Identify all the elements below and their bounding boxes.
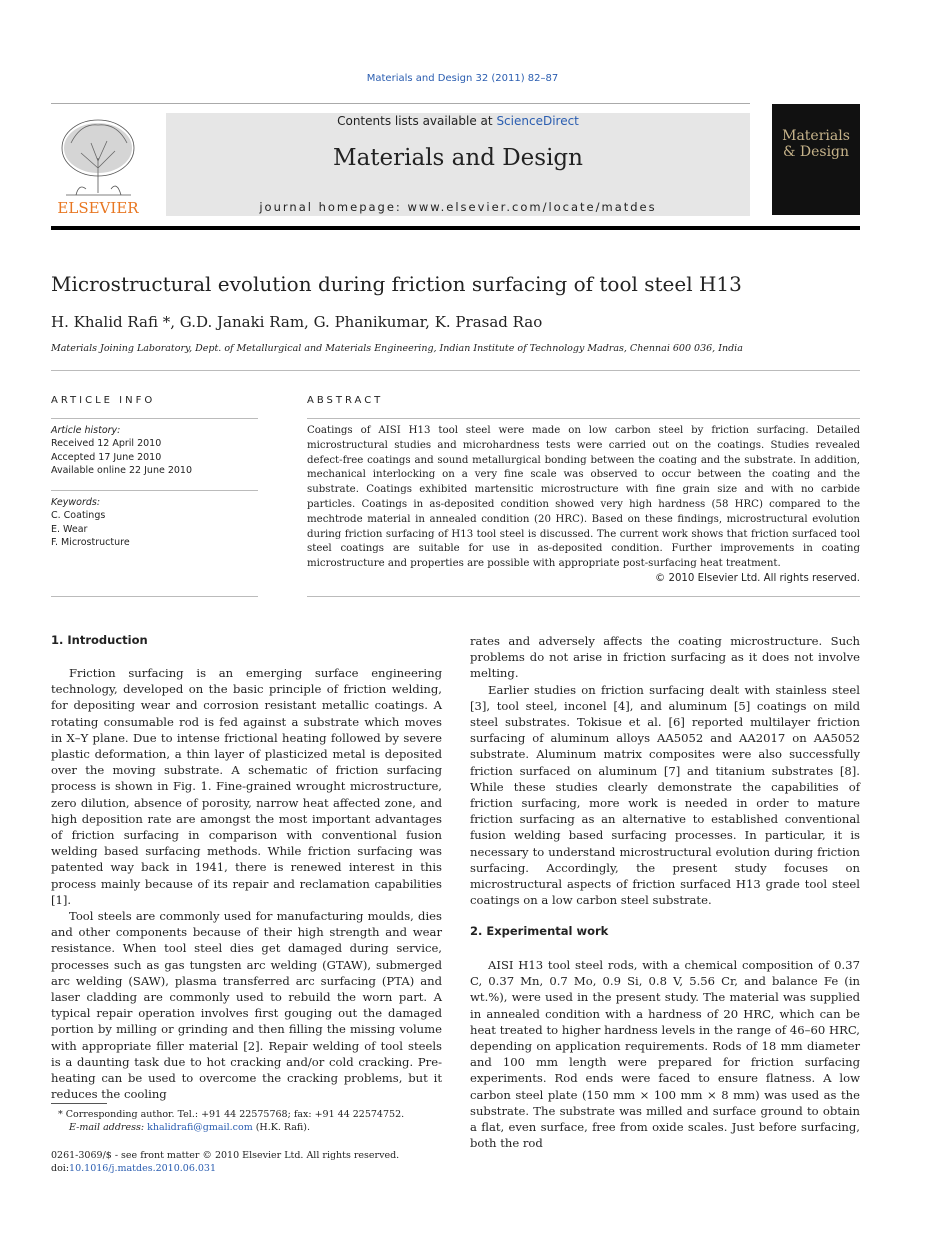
accepted-date: Accepted 17 June 2010 [51,451,162,463]
paragraph: Friction surfacing is an emerging surface engineering technology, developed on the basic principle of friction welding, for depositing wear and corrosion resistant metallic coatings. A rotating consumable rod is fed against a substrate which moves in X–Y plane. Due to intense frictional heating followed by severe plastic deformation, a thin layer of plasticized metal is deposited over the moving substrate. A schematic of friction surfacing process is shown in Fig. 1. Fine-grained wrought microstructure, zero dilution, absence of porosity, narrow heat affected zone, and high deposition rate are amongst the most important advantages of friction surfacing in comparison with conventional fusion welding based surfacing methods. While friction surfacing was patented way back in 1941, there is renewed interest in this process mainly because of its repair and reclamation capabilities [1]. [51,666,442,907]
email-suffix: (H.K. Rafi). [252,1122,310,1133]
elsevier-logo [51,113,146,216]
header-thick-rule [51,226,860,230]
journal-homepage[interactable]: journal homepage: www.elsevier.com/locate/matdes [259,200,657,214]
section-heading-introduction: 1. Introduction [51,633,148,647]
info-rule-bottom [51,596,258,597]
section-heading-experimental: 2. Experimental work [470,924,609,938]
info-rule-mid [51,490,258,491]
experimental-text [470,957,860,1151]
article-history [51,424,258,477]
sciencedirect-link[interactable]: ScienceDirect [496,114,579,128]
abstract-label: ABSTRACT [307,395,384,406]
cover-title [772,128,860,160]
article-info-label: ARTICLE INFO [51,395,156,406]
article-title: Microstructural evolution during friction surfacing of tool steel H13 [51,272,742,296]
abstract-rule-top [307,418,860,419]
keyword-item: E. Wear [51,523,88,535]
paragraph: Tool steels are commonly used for manufacturing moulds, dies and other components because of their high strength and wear resistance. When tool steel dies get damaged during service, processes such as gas tungsten arc welding (GTAW), submerged arc welding (SAW), plasma transferred arc surfacing (PTA) and laser cladding are commonly used to rebuild the worn part. A typical repair operation involves first gouging out the damaged portion by milling or grinding and then filling the missing volume with appropriate filler material [2]. Repair welding of tool steels is a daunting task due to hot cracking and/or cold cracking. Pre-heating can be used to overcome the cracking problems, but it reduces the cooling [51,909,442,1102]
doi-line [51,1162,216,1175]
cover-title-line1: Materials [782,128,850,144]
received-date: Received 12 April 2010 [51,438,162,450]
front-matter: 0261-3069/$ - see front matter © 2010 Elsevier Ltd. All rights reserved. [51,1150,400,1161]
keywords [51,496,258,549]
info-rule-top [51,418,258,419]
keyword-item: C. Coatings [51,510,106,522]
keyword-item: F. Microstructure [51,536,130,548]
abstract-text: Coatings of AISI H13 tool steel were made on low carbon steel by friction surfacing. Detailed microstructural studies and microhardness tests were carried out on the coatings. Studies revealed defect-free coatings and sound metallurgical bonding between the coating and the substrate. In addition, mechanical interlocking on a very fine scale was observed to occur between the coating and the substrate. Coatings exhibited martensitic microstructure with fine grain size and with no carbide particles. Coatings in as-deposited condition showed very high hardness (58 HRC) compared to the mechtrode material in annealed condition (20 HRC). Based on these findings, microstructural evolution during friction surfacing of H13 tool steel is discussed. The current work shows that friction surfaced tool steel coatings are suitable for use in as-deposited condition. Further improvements in coating microstructure and properties are possible with appropriate post-surfacing heat treatment. [307,425,860,570]
journal-title: Materials and Design [333,145,583,171]
email-label: E-mail address: [69,1122,148,1133]
journal-reference[interactable]: Materials and Design 32 (2011) 82–87 [366,73,559,84]
doi-label: doi: [51,1163,70,1174]
keywords-label: Keywords: [51,497,101,508]
paragraph: AISI H13 tool steel rods, with a chemical composition of 0.37 C, 0.37 Mn, 0.7 Mo, 0.9 Si, 0.8 V, 5.56 Cr, and balance Fe (in wt.%), were used in the present study. The material was supplied in annealed condition with a hardness of 20 HRC, which can be heat treated to higher hardness levels in the range of 46–60 HRC, depending on application requirements. Rods of 18 mm diameter and 100 mm length were prepared for friction surfacing experiments. Rod ends were faced to ensure flatness. A low carbon steel plate (150 mm × 100 mm × 8 mm) was used as the substrate. The substrate was milled and surface ground to obtain a flat, even surface, free from oxide scales. Just before surfacing, both the rod [470,958,860,1151]
contents-line [166,114,750,128]
cover-title-line2: & Design [782,144,850,160]
article-authors: H. Khalid Rafi *, G.D. Janaki Ram, G. Phanikumar, K. Prasad Rao [51,313,543,331]
contents-prefix: Contents lists available at [337,114,497,128]
right-column [470,633,860,908]
paragraph: Earlier studies on friction surfacing dealt with stainless steel [3], tool steel, inconel [4], and aluminum [5] coatings on mild steel substrates. Tokisue et al. [6] reported multilayer friction surfacing of aluminum alloys AA5052 and AA2017 on AA5052 substrate. Aluminum matrix composites were also successfully friction surfaced on aluminum [7] and titanium substrates [8]. While these studies clearly demonstrate the capabilities of friction surfacing, more work is needed in order to mature friction surfacing as an alternative to established conventional fusion welding based surfacing processes. In particular, it is necessary to understand microstructural evolution during friction surfacing. Accordingly, the present study focuses on microstructural aspects of friction surfaced H13 grade tool steel coatings on a low carbon steel substrate. [470,682,860,908]
header-rule [51,103,750,104]
article-affiliation: Materials Joining Laboratory, Dept. of Metallurgical and Materials Engineering, Indian Institute of Technology Madras, Chennai 600 036, India [51,343,743,354]
email-line [69,1121,310,1134]
doi-link[interactable]: 10.1016/j.matdes.2010.06.031 [69,1163,217,1174]
abstract-rule-bottom [307,596,860,597]
title-rule [51,370,860,371]
publisher-name: ELSEVIER [57,199,139,216]
abstract-copyright: © 2010 Elsevier Ltd. All rights reserved. [655,573,860,584]
left-column [51,665,442,1102]
footnote-rule [51,1103,107,1104]
paragraph: rates and adversely affects the coating microstructure. Such problems do not arise in friction surfacing as it does not involve melting. [470,634,860,681]
online-date: Available online 22 June 2010 [51,464,193,476]
history-label: Article history: [51,425,121,436]
corresponding-author: * Corresponding author. Tel.: +91 44 22575768; fax: +91 44 22574752. [58,1109,405,1120]
email-link[interactable]: khalidrafi@gmail.com [147,1122,253,1133]
